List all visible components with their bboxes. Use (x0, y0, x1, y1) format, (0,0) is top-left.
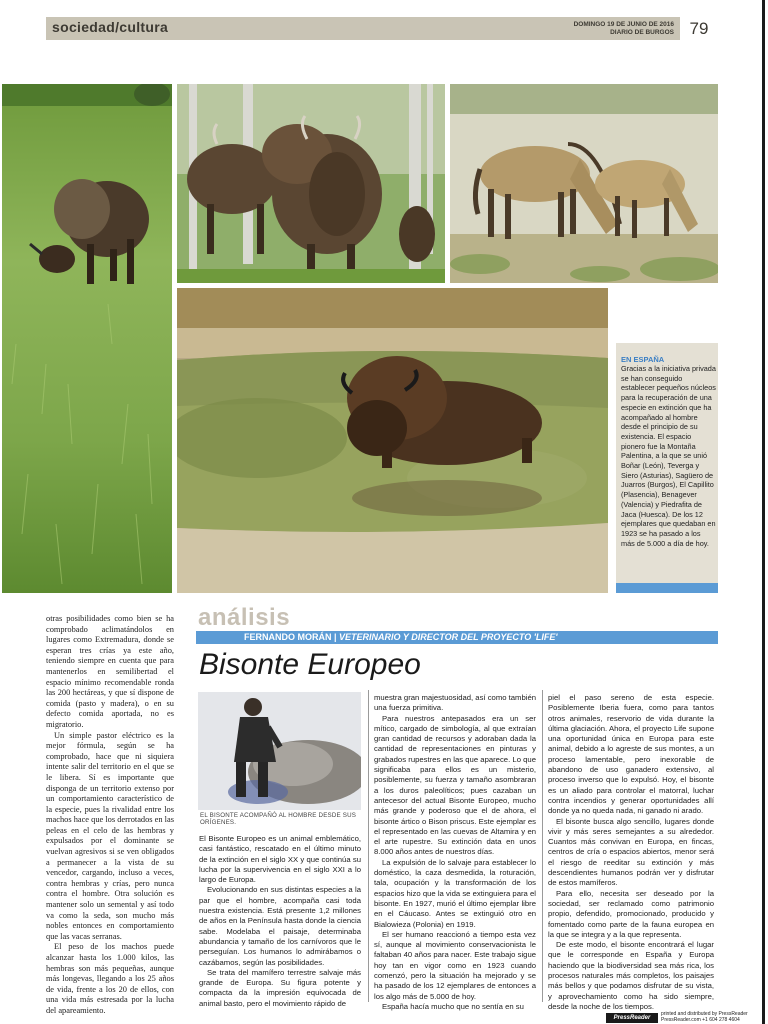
column-divider (542, 690, 543, 1002)
sidebar-accent-bar (616, 583, 718, 593)
pressreader-line-1: printed and distributed by PressReader (661, 1011, 748, 1017)
sidebar-text: Gracias a la iniciativa privada se han conseguido establecer pequeños núcleos para la recuperación de una especie en extinción que ha acompañado al hombre desde el principio de su existencia. El espacio pionero fue la Montaña Palentina, a la que se unió Boñar (León), Teverga y Siero (Asturias), Sagüero de Juarros (Burgos), El Capillito (Plasencia), Benagever (Valencia) y Piedrafita de Jaca (Huesca). De los 12 ejemplares que quedaban en 1923 se ha pasado a los más de 5.000 a día de hoy. (621, 364, 716, 548)
analysis-byline (244, 632, 558, 642)
byline-separator: | (334, 632, 340, 642)
pressreader-notice (661, 1012, 748, 1023)
analysis-paragraph: El ser humano reaccionó a tiempo esta vez sí, aunque al movimiento conservacionista le faltaban 40 años para nacer. Este trabajo sigue hoy tan en vigor como en 1923 cuando comenzó, pero la situación ha mejorado y se ha pasado de los 12 ejemplares de entonces a los algo más de 5.000 de hoy. (374, 929, 536, 1001)
sidebar-en-espana (616, 343, 718, 583)
photo-caption: EL BISONTE ACOMPAÑÓ AL HOMBRE DESDE SUS ORÍGENES. (200, 812, 357, 826)
analysis-paragraph: piel el paso sereno de esta especie. Posiblemente Iberia fuera, como para tantos otros animales, reservorio de vida durante la última glaciación. Ahora, el proyecto Life supone una oportunidad única en Europa para este animal, debido a lo agreste de sus montes, a un proceso lamentable, pero inexorable de abandono de uso ganadero extensivo, al proceso inverso que lo expulsó. Hoy, el bisonte es un aliado para controlar el matorral, luchar contra incendios y generar oportunidades allí donde ya no queda nada, ni ganado ni arado. (548, 693, 714, 816)
photo-bison-grazing (2, 84, 172, 593)
article-paragraph: otras posibilidades como bien se ha comprobado aclimatándolos en lugares como Extremadura, donde se esperan tres crías ya este año, teniendo siempre en cuenta que para mantenerlos en semilibertad el espacio mínimo recomendable ronda las 200 hectáreas, y que sí dispone de comida (pasto y madera), o en su defecto comida aportada, no es migratorio. (46, 614, 174, 729)
analysis-paragraph: Para ello, necesita ser deseado por la sociedad, ser reclamado como patrimonio propio, defendido, promocionado, producido y fomentado como parte de la fauna europea en la que se integra y a la que representa. (548, 888, 714, 939)
section-label: sociedad/cultura (52, 19, 169, 35)
newspaper-name: DIARIO DE BURGOS (610, 28, 674, 36)
main-article-continuation (46, 614, 174, 1017)
photo-przewalski-horses (450, 84, 718, 283)
article-paragraph: Un simple pastor eléctrico es la mejor fórmula, según se ha comprobado, hace que ni siquiera intente salir del territorio en el que se le libera. Sí es importante que disponga de un territorio extenso por un comportamiento característico de la especie, pues la rivalidad entre los machos hace que los derrotados en las peleas en el celo de las hembras y expulsados por el dominante se vuelvan agresivos si se ven obligados a permanecer a la vista de su vencedor, cargando, incluso a veces, contra hembras y crías, pero nunca contra el hombre. Otra solución es mantener solo un semental y así todo va como la seda, son mucho más nobles entonces en comportamiento que las vacas serranas. (46, 730, 174, 941)
analysis-paragraph: Evolucionando en sus distintas especies a la par que el hombre, acompaña casi toda nuestra existencia. Está presente 1,2 millones de años en la Península hasta donde la ciencia sabe. Modelaba el paisaje, determinaba abundancia y tamaño de los carnívoros que le perseguían. Los humanos lo admirábamos o cazábamos, según las posibilidades. (199, 885, 361, 967)
analysis-section-label: análisis (198, 604, 291, 631)
author-name: FERNANDO MORÁN (244, 632, 332, 642)
analysis-paragraph: Se trata del mamífero terrestre salvaje más grande de Europa. Su figura potente y compacta da la impresión equivocada de animal basto, pero el movimiento rápido de (199, 967, 361, 1008)
issue-dateline (574, 21, 674, 36)
sidebar-title: EN ESPAÑA (621, 355, 665, 364)
column-divider (368, 690, 369, 1002)
author-role: VETERINARIO Y DIRECTOR DEL PROYECTO 'LIFE' (339, 632, 558, 642)
analysis-paragraph: El bisonte busca algo sencillo, lugares donde vivir y más seres semejantes a su alrededor. Cuantos más convivan en Europa, en fincas, centros de cría o espacios abiertos, menor será el riesgo de reeditar su extinción y más descendientes humanos podrán ver y disfrutar de estos mamíferos. (548, 816, 714, 888)
analysis-paragraph: El Bisonte Europeo es un animal emblemático, casi fantástico, rescatado en el último minuto de la extinción en el siglo XX y que continúa su lucha por la supervivencia en el siglo XXI a lo largo de Europa. (199, 834, 361, 885)
analysis-paragraph: De este modo, el bisonte encontrará el lugar que le corresponde en España y Europa haciendo que la biodiversidad sea más rica, los procesos naturales más completos, los paisajes más bellos y que podamos disfrutar de su vista, y aprovechamiento como ha sido siempre, desde la noche de los tiempos. (548, 940, 714, 1011)
analysis-paragraph: Para nuestros antepasados era un ser mítico, cargado de simbología, al que extraían gran cantidad de recursos y adoraban dada la cantidad de representaciones en pinturas y grabados rupestres en las que aparece. Lo que significaba para ellos es un misterio, posiblemente, su fuerza y tamaño asombraran a los duros paleolíticos; pues cazaban un antecesor del actual Bisonte Europeo, mucho más grande y poderoso que el de ahora, el bisonte ártico o Bison priscus. Este ejemplar es el representado en las cuevas de Altamira y en el arte rupestre. Su extinción data en unos 8.000 años antes de nuestros días. (374, 713, 536, 857)
analysis-byline-bar (196, 631, 718, 644)
pressreader-footer (606, 1011, 764, 1024)
photo-bison-herd (177, 84, 445, 283)
analysis-paragraph: La expulsión de lo salvaje para establecer lo doméstico, la caza desmedida, la roturación, tala, ocupación y la transformación de los espacios hizo que la vida se extinguiera para el bisonte. En 1927, murió el último ejemplar libre en el Cáucaso. Antes se extinguió otro en Bialowieza (Polonia) en 1919. (374, 857, 536, 929)
photo-man-with-bison (198, 692, 361, 810)
photo-bison-in-water (177, 288, 608, 593)
pressreader-logo: PressReader (606, 1013, 658, 1023)
analysis-column-2 (374, 693, 536, 1012)
article-paragraph: El peso de los machos puede alcanzar hasta los 1.000 kilos, las hembras son más pequeñas, aunque más longevas, llegando a los 25 años de vida, frente a los 20 de ellos, con una vida más estresada por la lucha del apareamiento. (46, 942, 174, 1015)
analysis-paragraph: muestra gran majestuosidad, así como también una fuerza primitiva. (374, 693, 536, 713)
analysis-column-1 (199, 834, 361, 1009)
page-header (46, 17, 718, 40)
analysis-headline: Bisonte Europeo (199, 648, 421, 681)
analysis-column-3 (548, 693, 714, 1012)
issue-date: DOMINGO 19 DE JUNIO DE 2016 (573, 21, 674, 28)
pressreader-line-2: PressReader.com +1 604 278 4604 (661, 1016, 740, 1023)
analysis-paragraph: España hacía mucho que no sentía en su (382, 1001, 524, 1011)
page-edge-bar (762, 0, 765, 1024)
page-number: 79 (680, 17, 718, 40)
